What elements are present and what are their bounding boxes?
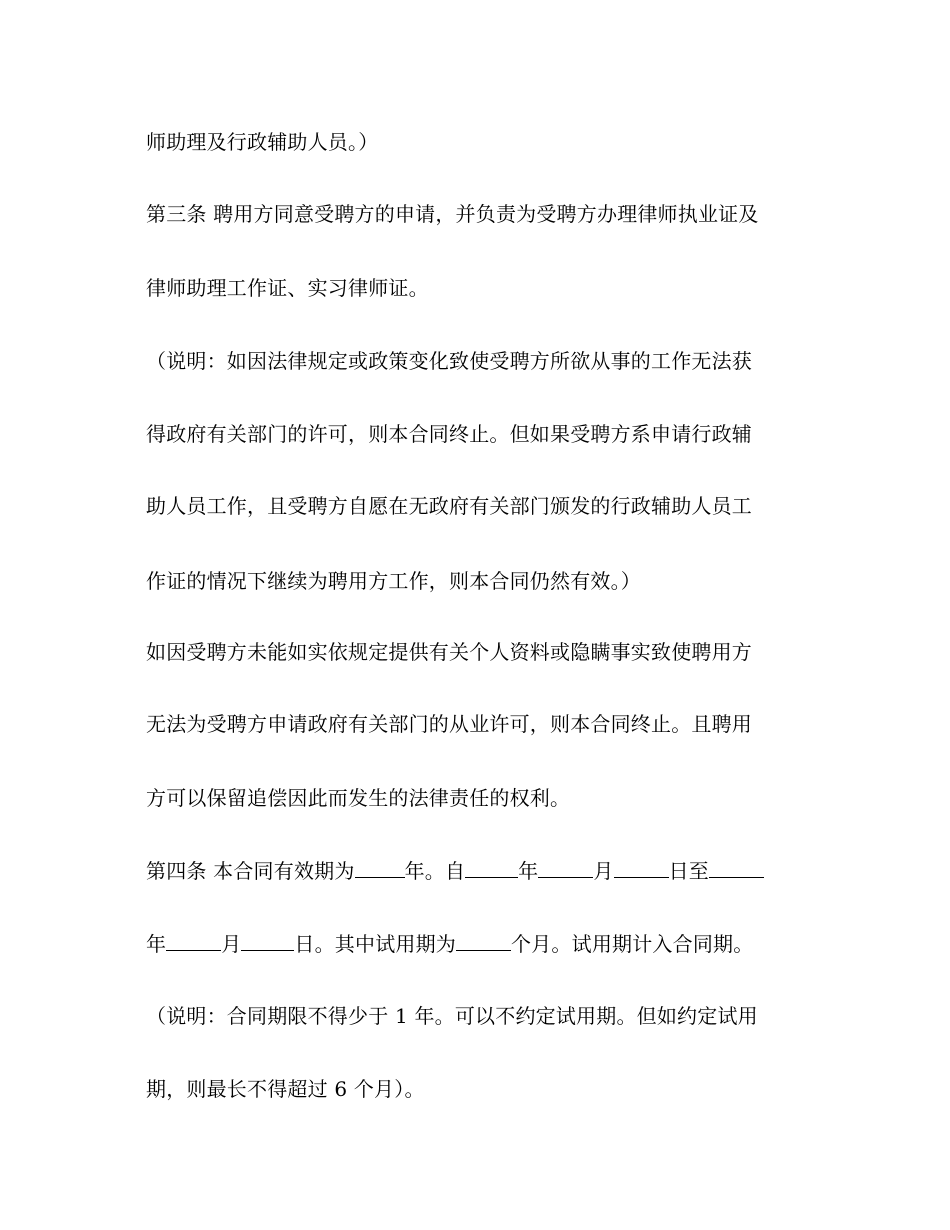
article-4-text: 第四条 本合同有效期为: [146, 859, 355, 883]
article-4-line: [146, 932, 826, 956]
article-4-text: 个月。试用期计入合同期。: [511, 932, 754, 956]
paragraph-line: 方可以保留追偿因此而发生的法律责任的权利。: [146, 786, 571, 810]
note-line: 期，则最长不得超过 6 个月）。: [146, 1077, 425, 1101]
article-3-line: 第三条 聘用方同意受聘方的申请，并负责为受聘方办理律师执业证及: [146, 202, 759, 226]
article-4-text: 月: [593, 859, 614, 883]
note-line: 作证的情况下继续为聘用方工作，则本合同仍然有效。）: [146, 569, 641, 593]
article-4-line: [146, 859, 826, 883]
paragraph-line: 律师助理工作证、实习律师证。: [146, 276, 429, 300]
paragraph-line: 无法为受聘方申请政府有关部门的从业许可，则本合同终止。且聘用: [146, 712, 752, 736]
end-month-blank[interactable]: [166, 933, 221, 951]
probation-months-blank[interactable]: [456, 933, 511, 951]
start-day-blank[interactable]: [614, 860, 669, 878]
article-4-text: 年: [146, 932, 167, 956]
end-day-blank[interactable]: [241, 933, 294, 951]
contract-years-blank[interactable]: [355, 860, 405, 878]
article-4-text: 日至: [668, 859, 709, 883]
article-4-text: 日。其中试用期为: [294, 932, 457, 956]
note-line: 助人员工作，且受聘方自愿在无政府有关部门颁发的行政辅助人员工: [146, 494, 752, 518]
start-year-blank[interactable]: [465, 860, 518, 878]
paragraph-line: 如因受聘方未能如实依规定提供有关个人资料或隐瞒事实致使聘用方: [146, 640, 752, 664]
note-line: （说明：如因法律规定或政策变化致使受聘方所欲从事的工作无法获: [146, 349, 752, 373]
start-month-blank[interactable]: [538, 860, 593, 878]
paragraph-line: 师助理及行政辅助人员。）: [146, 130, 379, 154]
note-line: 得政府有关部门的许可，则本合同终止。但如果受聘方系申请行政辅: [146, 422, 752, 446]
article-4-text: 年。自: [404, 859, 466, 883]
end-year-blank[interactable]: [709, 860, 764, 878]
article-4-text: 年: [518, 859, 539, 883]
note-line: （说明：合同期限不得少于 1 年。可以不约定试用期。但如约定试用: [146, 1004, 758, 1028]
article-4-text: 月: [221, 932, 242, 956]
